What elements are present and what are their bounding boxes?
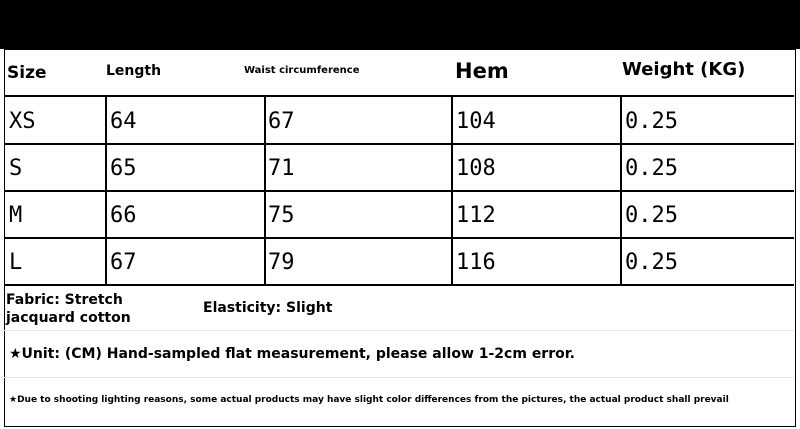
table-cell-weight: 0.25 bbox=[625, 203, 678, 228]
header-length: Length bbox=[106, 63, 162, 79]
elasticity-label: Elasticity: Slight bbox=[203, 300, 333, 316]
table-cell-size: L bbox=[9, 250, 23, 275]
grid-line bbox=[105, 95, 107, 285]
header-size: Size bbox=[7, 63, 47, 83]
lighting-note: ★Due to shooting lighting reasons, some actual products may have slight color differences from the pictures, the actual product shall prevail bbox=[9, 395, 729, 405]
table-cell-size: M bbox=[9, 203, 23, 228]
header-waist: Waist circumference bbox=[244, 65, 360, 76]
divider bbox=[4, 377, 794, 378]
header-weight: Weight (KG) bbox=[622, 59, 746, 80]
table-cell-waist: 75 bbox=[268, 203, 295, 228]
table-cell-weight: 0.25 bbox=[625, 250, 678, 275]
grid-line bbox=[264, 95, 266, 285]
table-cell-hem: 112 bbox=[456, 203, 496, 228]
unit-note: ★Unit: (CM) Hand-sampled flat measurement, please allow 1-2cm error. bbox=[9, 346, 575, 362]
table-cell-length: 67 bbox=[110, 250, 137, 275]
grid-line bbox=[4, 190, 794, 192]
table-cell-size: S bbox=[9, 156, 23, 181]
table-cell-waist: 79 bbox=[268, 250, 295, 275]
grid-line bbox=[4, 237, 794, 239]
table-cell-hem: 116 bbox=[456, 250, 496, 275]
divider bbox=[4, 330, 794, 331]
fabric-label-line-1: Fabric: Stretch bbox=[6, 292, 123, 308]
table-cell-waist: 67 bbox=[268, 109, 295, 134]
table-cell-length: 65 bbox=[110, 156, 137, 181]
grid-line bbox=[4, 284, 794, 286]
grid-line bbox=[4, 143, 794, 145]
table-cell-length: 64 bbox=[110, 109, 137, 134]
table-cell-weight: 0.25 bbox=[625, 156, 678, 181]
grid-line bbox=[4, 95, 794, 97]
table-cell-waist: 71 bbox=[268, 156, 295, 181]
grid-line bbox=[451, 95, 453, 285]
table-cell-length: 66 bbox=[110, 203, 137, 228]
grid-line bbox=[620, 95, 622, 285]
table-cell-weight: 0.25 bbox=[625, 109, 678, 134]
table-cell-hem: 104 bbox=[456, 109, 496, 134]
table-cell-size: XS bbox=[9, 109, 36, 134]
table-cell-hem: 108 bbox=[456, 156, 496, 181]
fabric-label-line-2: jacquard cotton bbox=[6, 310, 131, 326]
top-black-bar bbox=[0, 0, 800, 49]
header-hem: Hem bbox=[455, 59, 509, 83]
